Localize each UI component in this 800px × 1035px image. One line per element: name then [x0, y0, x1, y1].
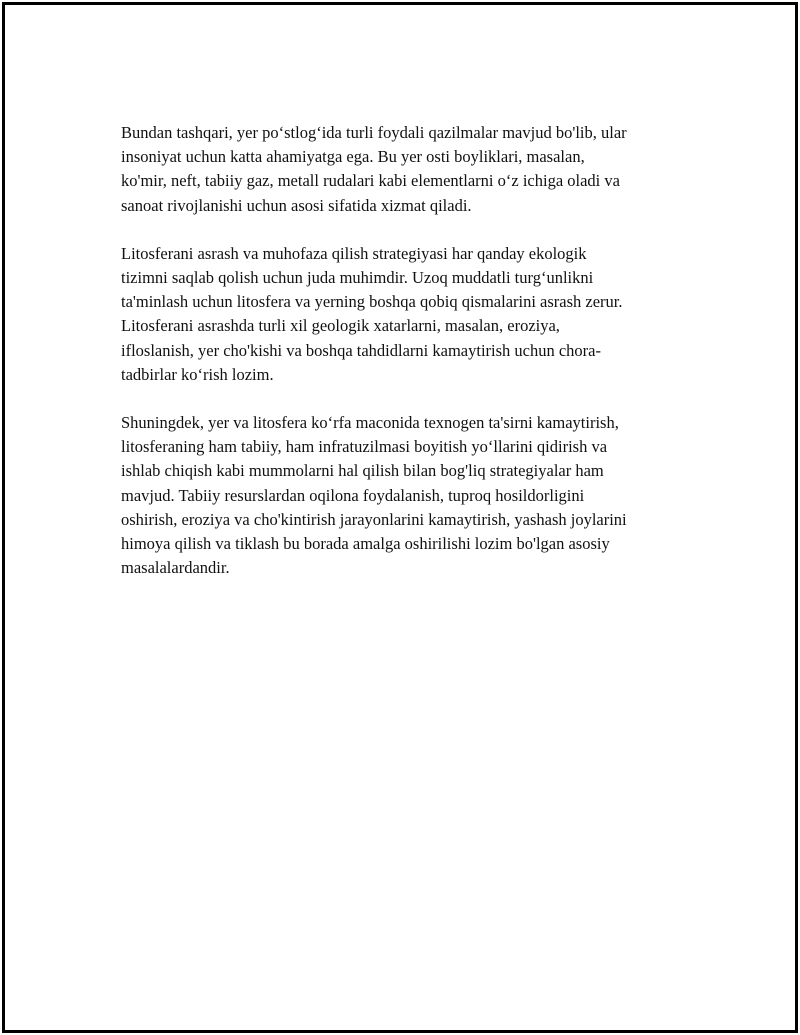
text-line: ko'mir, neft, tabiiy gaz, metall rudalari kabi elementlarni o‘z ichiga oladi va	[121, 171, 620, 191]
text-line: mavjud. Tabiiy resurslardan oqilona foydalanish, tuproq hosildorligini	[121, 485, 585, 505]
paragraph-1	[121, 121, 701, 218]
text-line: sanoat rivojlanishi uchun asosi sifatida xizmat qiladi.	[121, 195, 472, 215]
text-line: masalalardandir.	[121, 558, 230, 578]
paragraph-3	[121, 411, 701, 580]
text-line: insoniyat uchun katta ahamiyatga ega. Bu yer osti boyliklari, masalan,	[121, 147, 585, 167]
text-line: ifloslanish, yer cho'kishi va boshqa tahdidlarni kamaytirish uchun chora-	[121, 340, 601, 360]
text-line: Litosferani asrash va muhofaza qilish strategiyasi har qanday ekologik	[121, 243, 587, 263]
paragraph-2	[121, 242, 701, 387]
page-frame	[2, 2, 798, 1033]
text-line: litosferaning ham tabiiy, ham infratuzilmasi boyitish yo‘llarini qidirish va	[121, 437, 608, 457]
document-body	[121, 121, 701, 604]
text-line: Shuningdek, yer va litosfera ko‘rfa maconida texnogen ta'sirni kamaytirish,	[121, 413, 619, 433]
text-line: himoya qilish va tiklash bu borada amalga oshirilishi lozim bo'lgan asosiy	[121, 534, 610, 554]
text-line: ta'minlash uchun litosfera va yerning boshqa qobiq qismalarini asrash zerur.	[121, 292, 623, 312]
text-line: tizimni saqlab qolish uchun juda muhimdir. Uzoq muddatli turg‘unlikni	[121, 268, 594, 288]
text-line: oshirish, eroziya va cho'kintirish jarayonlarini kamaytirish, yashash joylarini	[121, 509, 627, 529]
text-line: ishlab chiqish kabi mummolarni hal qilish bilan bog'liq strategiyalar ham	[121, 461, 604, 481]
text-line: tadbirlar ko‘rish lozim.	[121, 364, 274, 384]
text-line: Bundan tashqari, yer po‘stlog‘ida turli foydali qazilmalar mavjud bo'lib, ular	[121, 123, 627, 142]
text-line: Litosferani asrashda turli xil geologik xatarlarni, masalan, eroziya,	[121, 316, 560, 336]
